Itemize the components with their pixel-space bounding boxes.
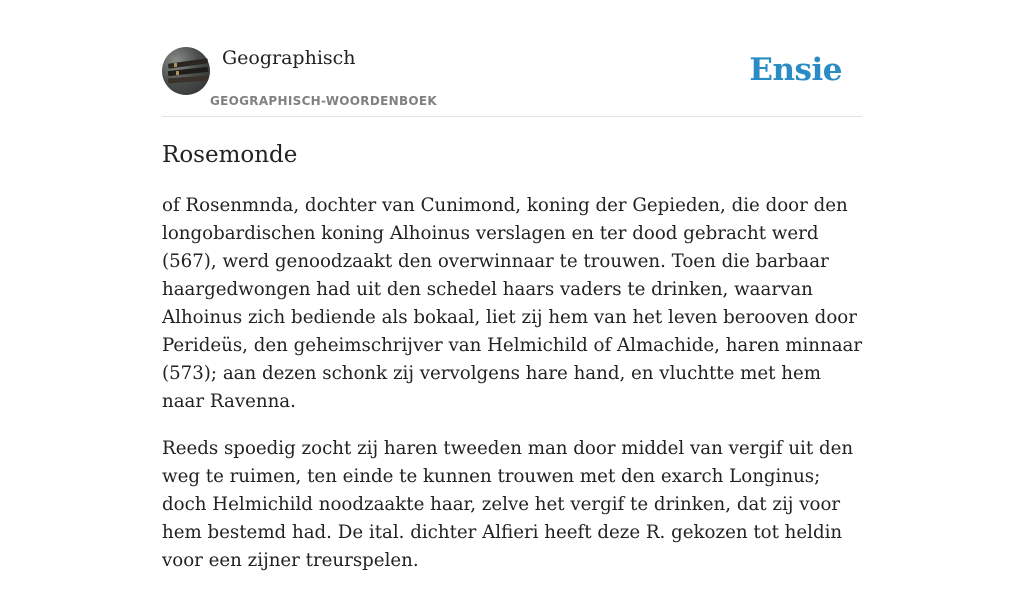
article-paragraph: Reeds spoedig zocht zij haren tweeden man door middel van vergif uit den weg te ruimen, ten einde te kunnen trouwen met den exarch Longinus; doch Helmichild noodzaakte haar, zelve het vergif te drinken, dat zij voor hem bestemd had. De ital. dichter Alfieri heeft deze R. gekozen tot heldin voor een zijner treurspelen. [162,438,854,571]
article-title: Rosemonde [162,142,298,168]
header [162,44,862,117]
site-subtitle-link[interactable]: GEOGRAPHISCH-WOORDENBOEK [210,94,437,108]
book-gilding [176,71,179,75]
article-body [162,192,866,594]
book-spine [168,76,208,84]
book-spine [168,67,208,76]
site-name-link[interactable]: Geographisch [222,47,356,69]
brand-logo-link[interactable]: Ensie [749,52,842,88]
article-paragraph: of Rosenmnda, dochter van Cunimond, koning der Gepieden, die door den longobardischen koning Alhoinus verslagen en ter dood gebracht werd (567), werd genoodzaakt den overwinnaar te trouwen. Toen die barbaar haargedwongen had uit den schedel haars vaders te drinken, waarvan Alhoinus zich bediende als bokaal, liet zij hem van het leven berooven door Perideüs, den geheimschrijver van Helmichild of Almachide, haren minnaar (573); aan dezen schonk zij vervolgens hare hand, en vluchtte met hem naar Ravenna. [162,195,863,412]
book-gilding [174,63,177,67]
book-stack-icon[interactable] [162,47,210,95]
